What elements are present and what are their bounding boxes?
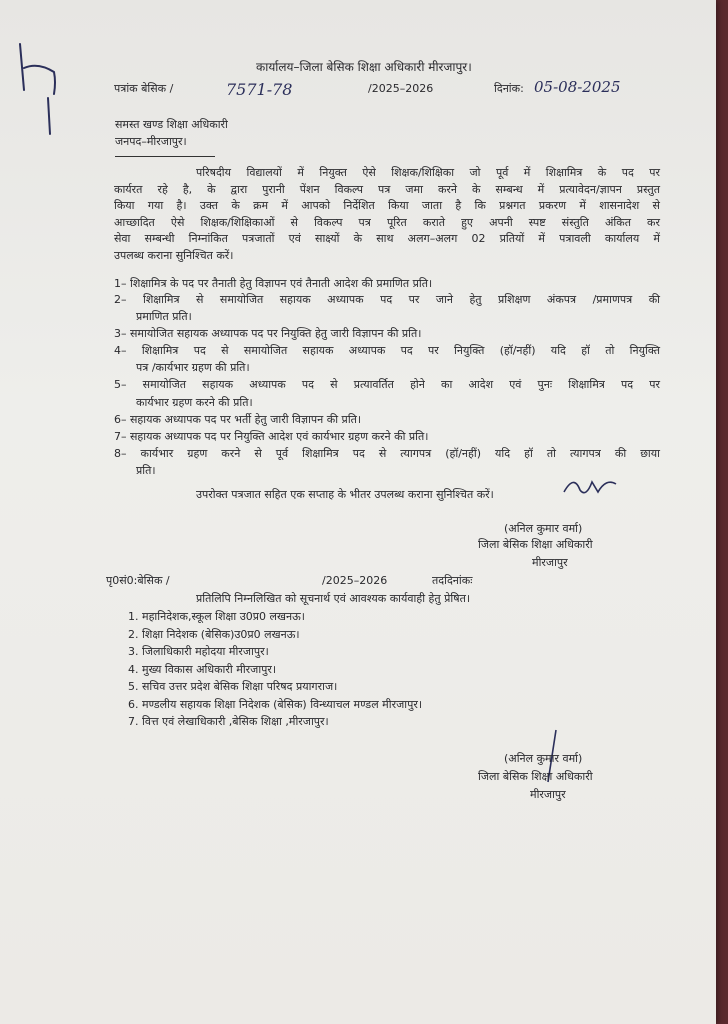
requirement-item: 6– सहायक अध्यापक पद पर भर्ती हेतु जारी विज्ञापन की प्रति। [114, 413, 362, 426]
requirement-item: 3– समायोजित सहायक अध्यापक पद पर नियुक्ति हेतु जारी विज्ञापन की प्रति। [114, 327, 422, 340]
signature2-name: (अनिल कुमार वर्मा) [504, 752, 583, 765]
body-paragraph-line: परिषदीय विद्यालयों में नियुक्त ऐसे शिक्षक/शिक्षिका जो पूर्व में शिक्षामित्र के पद पर [196, 166, 660, 179]
body-paragraph-line: उपलब्ध कराना सुनिश्चित करें। [114, 248, 234, 262]
recipient-item: 4. मुख्य विकास अधिकारी मीरजापुर। [128, 662, 277, 676]
ref-year: /2025–2026 [368, 82, 434, 95]
recipient-item: 1. महानिदेशक,स्कूल शिक्षा उ0प्र0 लखनऊ। [128, 610, 305, 623]
copy-intro: प्रतिलिपि निम्नलिखित को सूचनार्थ एवं आवश्यक कार्यवाही हेतु प्रेषित। [196, 592, 471, 605]
addressee-line2: जनपद–मीरजापुर। [115, 135, 187, 148]
office-title: कार्यालय–जिला बेसिक शिक्षा अधिकारी मीरजापुर। [256, 60, 472, 74]
ref-number: 7571-78 [226, 80, 293, 99]
recipient-item: 3. जिलाधिकारी महोदया मीरजापुर। [128, 645, 269, 658]
recipient-item: 2. शिक्षा निदेशक (बेसिक)उ0प्र0 लखनऊ। [128, 627, 300, 641]
requirement-item: 1– शिक्षामित्र के पद पर तैनाती हेतु विज्ञापन एवं तैनाती आदेश की प्रमाणित प्रति। [114, 277, 433, 290]
copy-ref-year: /2025–2026 [322, 574, 388, 587]
date-label: दिनांक: [494, 82, 524, 95]
requirement-item: प्रमाणित प्रति। [136, 310, 192, 323]
body-paragraph-line: आच्छादित ऐसे शिक्षक/शिक्षिकाओं से विकल्प पत्र पूरित कराते हुए अपनी स्पष्ट संस्तुति अंकित कर [114, 215, 660, 229]
signature1-place: मीरजापुर [532, 556, 568, 569]
copy-ref-label: पृ0सं0:बेसिक / [106, 574, 170, 587]
signature1-name: (अनिल कुमार वर्मा) [504, 522, 583, 535]
requirement-item: 2– शिक्षामित्र से समायोजित सहायक अध्यापक पद पर जाने हेतु प्रशिक्षण अंकपत्र /प्रमाणपत्र की [114, 293, 660, 306]
requirement-item: 5– समायोजित सहायक अध्यापक पद से प्रत्यावर्तित होने का आदेश एवं पुनः शिक्षामित्र पद पर [114, 378, 660, 391]
body-paragraph-line: सेवा सम्बन्धी निम्नांकित पत्रजातों एवं साक्ष्यों के साथ अलग–अलग 02 प्रतियों में पत्रावली कार्यालय में [114, 232, 660, 245]
body-paragraph-line: किया गया है। उक्त के क्रम में आपको निर्देशित किया जाता है कि प्रश्नगत प्रकरण में शासनादेश से [114, 199, 660, 212]
requirement-item: 7– सहायक अध्यापक पद पर नियुक्ति आदेश एवं कार्यभार ग्रहण करने की प्रति। [114, 430, 429, 443]
addressee-line1: समस्त खण्ड शिक्षा अधिकारी [115, 118, 228, 131]
body-paragraph-line: कार्यरत रहे है, के द्वारा पुरानी पेंशन विकल्प पत्र जमा करने के सम्बन्ध में प्रत्यावेदन/ज्ञापन प्रस्तुत [114, 182, 660, 196]
signature2-designation: जिला बेसिक शिक्षा अधिकारी [478, 770, 593, 783]
copy-date-label: तददिनांकः [432, 574, 473, 587]
signature1-designation: जिला बेसिक शिक्षा अधिकारी [478, 538, 593, 551]
recipient-item: 6. मण्डलीय सहायक शिक्षा निदेशक (बेसिक) विन्ध्याचल मण्डल मीरजापुर। [128, 697, 422, 711]
requirement-item: 8– कार्यभार ग्रहण करने से पूर्व शिक्षामित्र पद से त्यागपत्र (हॉ/नहीं) यदि हॉ तो त्यागपत्र की छाया [114, 447, 660, 460]
requirement-item: 4– शिक्षामित्र पद से समायोजित सहायक अध्यापक पद पर नियुक्ति (हॉ/नहीं) यदि हॉ तो नियुक्ति [114, 344, 660, 357]
closing-line: उपरोक्त पत्रजात सहित एक सप्ताह के भीतर उपलब्ध कराना सुनिश्चित करें। [196, 488, 494, 501]
handwritten-mark [14, 38, 62, 138]
addressee-rule [115, 156, 215, 157]
ref-label: पत्रांक बेसिक / [114, 82, 174, 95]
date-value: 05-08-2025 [534, 78, 621, 96]
recipient-item: 7. वित्त एवं लेखाधिकारी ,बेसिक शिक्षा ,मीरजापुर। [128, 715, 329, 728]
requirement-item: कार्यभार ग्रहण करने की प्रति। [136, 396, 253, 409]
signature2-place: मीरजापुर [530, 788, 566, 801]
signature-mark-1 [560, 470, 620, 500]
requirement-item: प्रति। [136, 464, 156, 477]
recipient-item: 5. सचिव उत्तर प्रदेश बेसिक शिक्षा परिषद प्रयागराज। [128, 680, 338, 693]
requirement-item: पत्र /कार्यभार ग्रहण की प्रति। [136, 361, 250, 374]
